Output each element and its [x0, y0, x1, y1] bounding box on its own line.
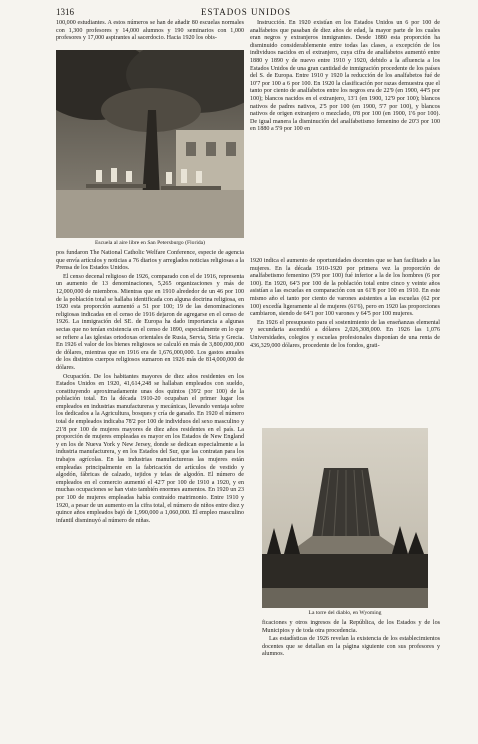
paragraph-welfare-conference: pos fundaron The National Catholic Welfare Conference, especie de agencia que envía artículos y noticias a 76 diarios y arreglados noticias religiosas a la Prensa de los Estados Unidos.: [56, 250, 245, 272]
right-column-bottom: [262, 620, 440, 660]
paragraph-instruction: Instrucción. En 1920 existían en los Estados Unidos un 6 por 100 de analfabetos que pasaban de diez años de edad, la mayor parte de los cuales eran negros y extranjeros inmigrantes. Desde 1880 esta proporción ha disminuido considerablemente entre todas las clases, a excepción de los individuos nacidos en el extranjero, cuya cifra de analfabetos aumentó entre 1880 y 1890 y de nuevo entre 1910 y 1920, debido a la afluencia a los Estados Unidos de una gran cantidad de inmigración procedente de los países del S. de Europa. Entre 1910 y 1920 la reducción de los analfabetos fué de 10'7 por 100 a 6 por 100. En 1920 la clasificación por razas demuestra que el tanto por ciento de analfabetos entre los negros era de 22'9 (en 1900, 44'5 por 100); blancos nacidos en el extranjero, 13'1 (en 1900, 12'9 por 100); blancos nativos de padres nativos, 2'5 por 100 (en 1900, 5'7 por 100), y blancos nativos de origen extranjero o mezclado, 0'8 por 100 (en 1900, 1'6 por 100). De igual manera la disminución del analfabetismo femenino de 20'3 por 100 en 1880 a 5'9 por 100 en: [250, 20, 440, 133]
left-top-paragraph: 100,000 estudiantes. A estos números se han de añadir 80 escuelas normales con 1,300 profesores y 14,000 alumnos y 190 seminarios con 1,000 profesores y 17,000 aspirantes al sacerdocio. Hacia 1920 los obis-: [56, 20, 244, 42]
page-header: [56, 4, 436, 20]
left-column-body: [56, 250, 244, 526]
paragraph-revenue-sources: ficaciones y otros ingresos de la República, de los Estados y de los Municipios y de toda otra procedencia.: [262, 620, 440, 634]
running-title: ESTADOS UNIDOS: [200, 7, 292, 17]
open-air-school-photo: [56, 50, 244, 238]
devils-tower-photo: [262, 428, 428, 608]
paragraph-occupation: Ocupación. De los habitantes mayores de diez años residentes en los Estados Unidos en 1920, 41,614,248 se hallaban empleados con sueldo, constituyendo aproximadamente unas dos quintos (39'2 por 100) de la población total. En la década 1910-20 ocupaban el primer lugar los empleados en industrias manufactureras y mecánicas, llevando ventaja sobre los dedicados a la Agricultura, bosques y cría de ganado. En 1920 el número total de empleados indicaba 78'2 por 100 de individuos del sexo masculino y 21'8 por 100 de mujeres mayores de diez años residentes en el país. La proporción de mujeres empleadas es mayor en los Estados de New England y en los de Nueva York y New Jersey, donde se dedican especialmente a la industria manufacturera, y en los Estados del Sur, que las contratan para los trabajos agrícolas. En las industrias manufactureras las mujeres están empleadas principalmente en la fabricación de artículos de vestido y algodón, fábricas de calzado, tejidos y telas de algodón. El número de empleados en el comercio aumentó el 42'7 por 100 de 1910 a 1920, y en muchas ocupaciones se han visto también enormes aumentos. En 1920 un 23 por 100 de mujeres empleadas había contraído matrimonio. Entre 1910 y 1920, a pesar de un aumento en la cifra total, el número de niños entre diez y quince años empleados bajó de 1,990,000 a 1,060,000. El empleo masculino infantil disminuyó al número de niñas.: [56, 373, 244, 524]
left-column-top: [56, 20, 244, 44]
paragraph-religious-census: El censo decenal religioso de 1926, comparado con el de 1916, representa un aumento de 13 denominaciones, 5,265 organizaciones y más de 12,000,000 de miembros. Mientras que en 1910 alrededor de un 46 por 100 de la población total se hallaba identificada con alguna doctrina religiosa, en 1920 esta proporción aumentó a 51 por 100; 19 de las denominaciones religiosas indicadas en el censo de 1916 dejaron de agregarse en el censo de 1926. La inmigración del SE. de Europa ha dado importancia a algunas sectas que no tenían existencia en el censo de 1890, especialmente en lo que se refiere a las iglesias ortodoxas orientales de Rusia, Servia, Siria y Grecia. En 1926 el valor de los bienes religiosos se calculó en más de 3,800,000,000 de dólares, mientras que en 1916 era de 1,676,000,000. Los gastos anuales de los distintos cuerpos religiosos sumaron en 1926 más de 814,000,000 de dólares.: [56, 273, 244, 371]
page-number: 1316: [56, 7, 74, 17]
paragraph-statistics-1926: Las estadísticas de 1926 revelan la existencia de los establecimientos docentes que se detallan en la página siguiente con sus profesores y alumnos.: [262, 636, 440, 658]
paragraph-education-budget: En 1926 el presupuesto para el sostenimiento de las enseñanzas elemental y secundaria ascendió a dólares 2,026,308,000. En 1926 las 1,076 Universidades, colegios y escuelas profesionales disponían de una renta de 436,329,000 dólares, procedente de los fondos, grati-: [250, 319, 440, 349]
paragraph-female-literacy: 1920 indica el aumento de oportunidades docentes que se han facilitado a las mujeres. En la década 1910-1920 por primera vez la proporción de analfabetismo femenino (5'9 por 100) fué inferior a la de los hombres (6 por 100). En 1920, 64'3 por 100 de la población total entre cinco y veinte años asistían a las escuelas en comparación con un 61'8 por 100 en 1910. En este mismo año el tanto por ciento de varones asistentes a las escuelas (62 por 100) excedía ligeramente al de mujeres (61'6), pero en 1920 las proporciones cambiaron, siendo de 64'1 por 100 varones y 64'5 por 100 mujeres.: [250, 258, 440, 318]
right-column-middle: [250, 258, 440, 351]
open-air-school-caption: Escuela al aire libre en San Petersburgo (Florida): [94, 240, 206, 246]
devils-tower-caption: La torre del diablo, en Wyoming: [308, 610, 382, 616]
right-column-top: [250, 20, 440, 135]
